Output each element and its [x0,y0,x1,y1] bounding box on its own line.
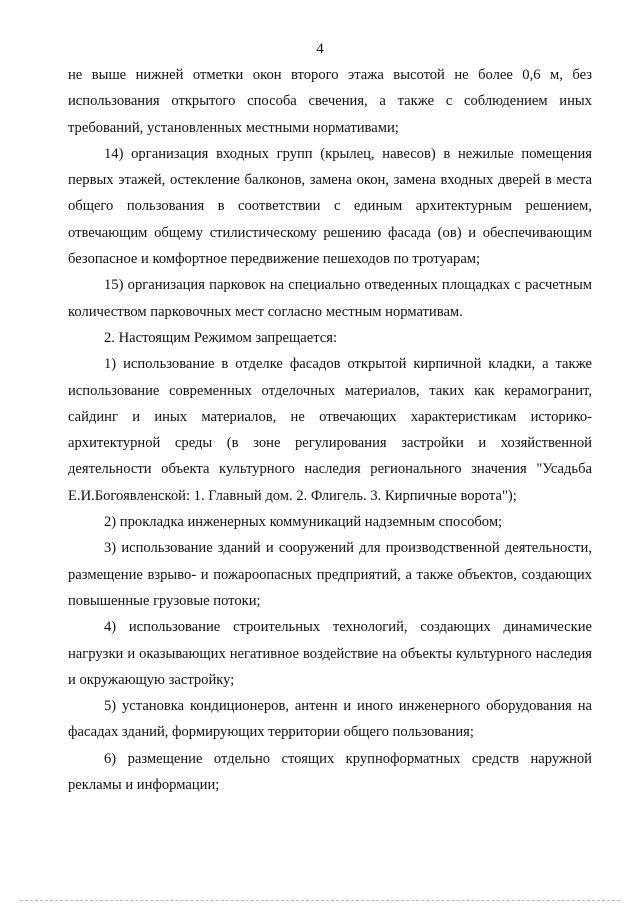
paragraph-prohibition-5: 5) установка кондиционеров, антенн и иного инженерного оборудования на фасадах зданий, формирующих территории общего пользования; [68,698,592,741]
document-body [68,62,592,798]
paragraph-prohibition-4: 4) использование строительных технологий, создающих динамические нагрузки и оказывающих негативное воздействие на объекты культурного наследия и окружающую застройку; [68,619,592,688]
paragraph-prohibition-6: 6) размещение отдельно стоящих крупноформатных средств наружной рекламы и информации; [68,750,592,794]
paragraph-item-14: 14) организация входных групп (крылец, навесов) в нежилые помещения первых этажей, остекление балконов, замена окон, замена входных дверей в места общего пользования в соответствии с единым архитектурным решением, отвечающим общему стилистическому решению фасада (ов) и обеспечивающим безопасное и комфортное передвижение пешеходов по тротуарам; [68,145,592,268]
paragraph-prohibition-3: 3) использование зданий и сооружений для производственной деятельности, размещение взрыво- и пожароопасных предприятий, а также объектов, создающих повышенные грузовые потоки; [68,540,592,609]
scan-bottom-edge [20,900,620,901]
paragraph-prohibition-1: 1) использование в отделке фасадов открытой кирпичной кладки, а также использование современных отделочных материалов, таких как керамогранит, сайдинг и иных материалов, не отвечающих характеристикам историко-архитектурной среды (в зоне регулирования застройки и хозяйственной деятельности объекта культурного наследия регионального значения "Усадьба Е.И.Богоявленской: 1. Главный дом. 2. Флигель. 3. Кирпичные ворота"); [68,356,592,504]
paragraph-prohibition-2: 2) прокладка инженерных коммуникаций надземным способом; [104,514,503,531]
paragraph-item-15: 15) организация парковок на специально отведенных площадках с расчетным количеством парковочных мест согласно местным нормативам. [68,277,592,320]
paragraph-continuation: не выше нижней отметки окон второго этажа высотой не более 0,6 м, без использования открытого способа свечения, а также с соблюдением иных требований, установленных местными нормативами; [68,67,592,136]
paragraph-section-2-heading: 2. Настоящим Режимом запрещается: [104,329,337,346]
page-number: 4 [316,41,324,57]
